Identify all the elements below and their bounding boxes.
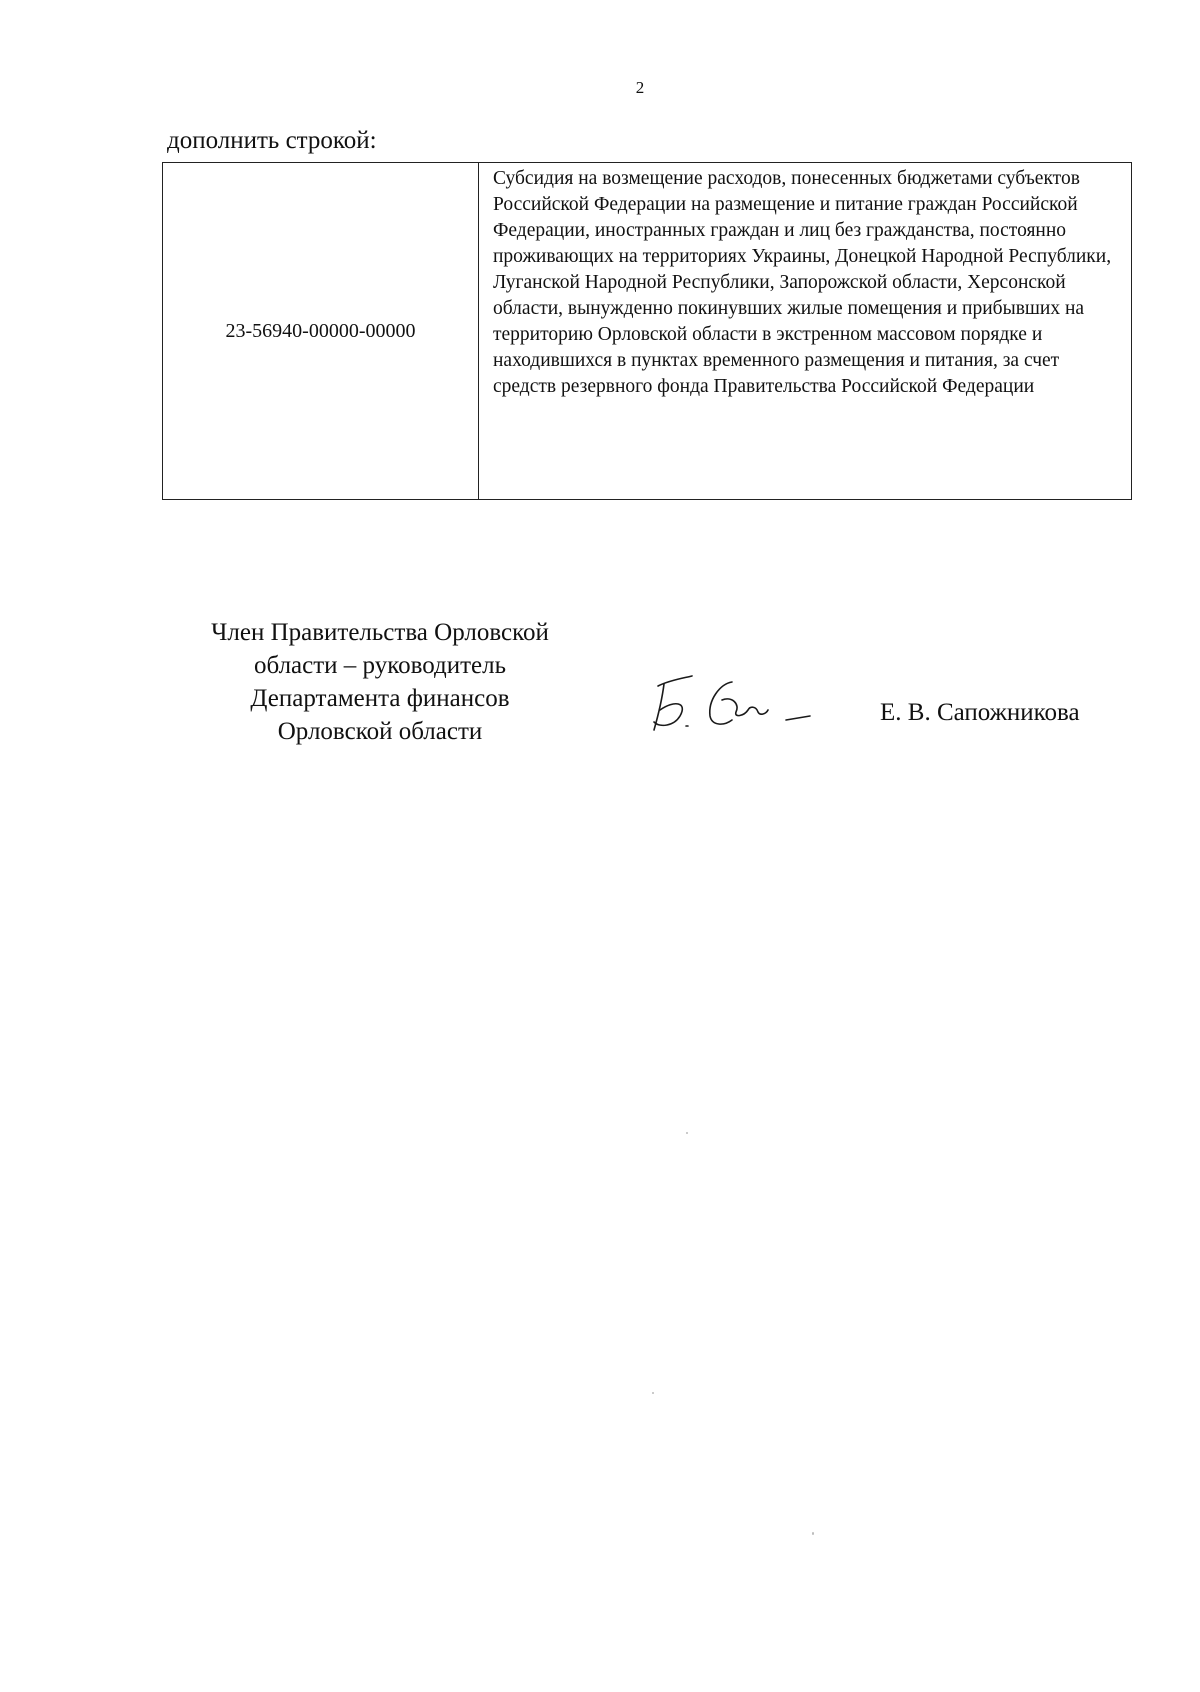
handwritten-signature	[640, 660, 820, 740]
position-line: Член Правительства Орловской	[211, 619, 549, 646]
scan-speck	[812, 1532, 814, 1535]
scan-speck	[652, 1392, 654, 1394]
signer-name: Е. В. Сапожникова	[880, 699, 1080, 726]
position-line: области – руководитель	[253, 652, 507, 679]
amendment-table	[162, 162, 1132, 500]
intro-line: дополнить строкой:	[167, 127, 377, 154]
page-number: 2	[635, 78, 645, 97]
position-line: Орловской области	[277, 718, 483, 745]
position-line: Департамента финансов	[250, 685, 510, 712]
description-cell: Субсидия на возмещение расходов, понесенных бюджетами субъектов Российской Федерации на размещение и питание граждан Российской Федерации, иностранных граждан и лиц без гражданства, постоянно проживающих на территориях Украины, Донецкой Народной Республики, Луганской Народной Республики, Запорожской области, Херсонской области, вынужденно покинувших жилые помещения и прибывших на территорию Орловской области в экстренном массовом порядке и находившихся в пунктах временного размещения и питания, за счет средств резервного фонда Правительства Российской Федерации	[479, 163, 1132, 500]
scan-speck	[686, 1132, 688, 1134]
budget-code-cell: 23-56940-00000-00000	[163, 163, 479, 500]
signatory-position	[160, 616, 600, 748]
table-row	[163, 163, 1132, 500]
